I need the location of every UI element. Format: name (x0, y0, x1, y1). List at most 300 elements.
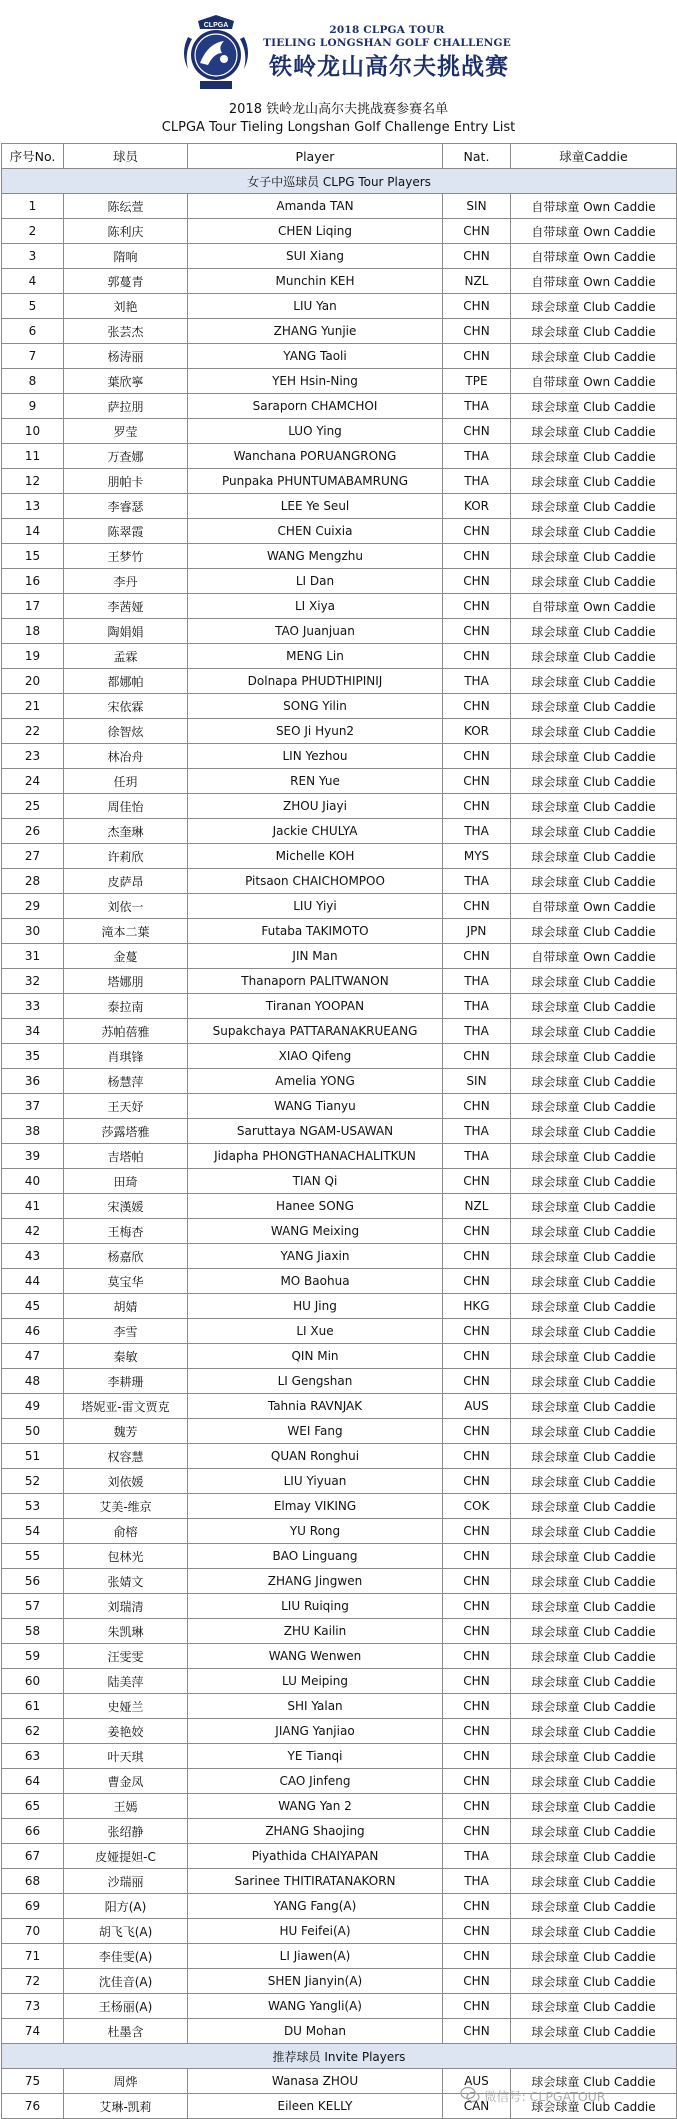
col-header-no: 序号No. (2, 144, 64, 169)
cell-player: JIANG Yanjiao (188, 1719, 443, 1744)
cell-player: WANG Meixing (188, 1219, 443, 1244)
table-row (2, 744, 677, 769)
cell-caddie: 球会球童 Club Caddie (511, 1869, 677, 1894)
cell-player-cn: 杰奎琳 (64, 819, 188, 844)
cell-player-cn: 陈利庆 (64, 219, 188, 244)
cell-player-cn: 徐智炫 (64, 719, 188, 744)
cell-player: SUI Xiang (188, 244, 443, 269)
tour-title (262, 24, 512, 50)
cell-caddie: 球会球童 Club Caddie (511, 1269, 677, 1294)
cell-nat: THA (443, 969, 511, 994)
table-row (2, 1319, 677, 1344)
cell-player-cn: 胡婧 (64, 1294, 188, 1319)
cell-no: 9 (2, 394, 64, 419)
cell-nat: CHN (443, 2019, 511, 2044)
cell-nat: CHN (443, 1819, 511, 1844)
cell-no: 60 (2, 1669, 64, 1694)
cell-player: Tiranan YOOPAN (188, 994, 443, 1019)
table-row (2, 1744, 677, 1769)
cell-player: WANG Yangli(A) (188, 1994, 443, 2019)
cell-no: 3 (2, 244, 64, 269)
cell-player-cn: 胡飞飞(A) (64, 1919, 188, 1944)
cell-player-cn: 皮娅提妲-C (64, 1844, 188, 1869)
cell-player: LI Dan (188, 569, 443, 594)
cell-no: 30 (2, 919, 64, 944)
col-header-nat: Nat. (443, 144, 511, 169)
cell-no: 8 (2, 369, 64, 394)
cell-player: ZHANG Jingwen (188, 1569, 443, 1594)
cell-no: 40 (2, 1169, 64, 1194)
table-row (2, 394, 677, 419)
table-row (2, 1519, 677, 1544)
cell-player-cn: 皮萨昂 (64, 869, 188, 894)
cell-player-cn: 王梅杏 (64, 1219, 188, 1244)
cell-player: JIN Man (188, 944, 443, 969)
cell-no: 33 (2, 994, 64, 1019)
cell-player: Amanda TAN (188, 194, 443, 219)
header (0, 0, 677, 96)
table-row (2, 1269, 677, 1294)
cell-caddie: 球会球童 Club Caddie (511, 1744, 677, 1769)
subtitle-en: CLPGA Tour Tieling Longshan Golf Challenge Entry List (161, 120, 516, 135)
table-row (2, 194, 677, 219)
cell-nat: CHN (443, 1319, 511, 1344)
cell-caddie: 球会球童 Club Caddie (511, 1194, 677, 1219)
table-row (2, 219, 677, 244)
table-row (2, 819, 677, 844)
cell-no: 64 (2, 1769, 64, 1794)
cell-caddie: 球会球童 Club Caddie (511, 1144, 677, 1169)
cell-player: Dolnapa PHUDTHIPINIJ (188, 669, 443, 694)
cell-player-cn: 李佳雯(A) (64, 1944, 188, 1969)
cell-caddie: 球会球童 Club Caddie (511, 869, 677, 894)
cell-nat: CHN (443, 1219, 511, 1244)
table-row (2, 1369, 677, 1394)
cell-player: XIAO Qifeng (188, 1044, 443, 1069)
cell-caddie: 球会球童 Club Caddie (511, 1919, 677, 1944)
cell-nat: SIN (443, 1069, 511, 1094)
cell-player: LI Jiawen(A) (188, 1944, 443, 1969)
cell-caddie: 球会球童 Club Caddie (511, 1594, 677, 1619)
table-row (2, 519, 677, 544)
table-row (2, 1869, 677, 1894)
cell-no: 20 (2, 669, 64, 694)
cell-caddie: 球会球童 Club Caddie (511, 1894, 677, 1919)
table-row (2, 1794, 677, 1819)
cell-no: 71 (2, 1944, 64, 1969)
cell-nat: THA (443, 994, 511, 1019)
cell-caddie: 球会球童 Club Caddie (511, 294, 677, 319)
cell-caddie: 球会球童 Club Caddie (511, 619, 677, 644)
col-header-caddie: 球童Caddie (511, 144, 677, 169)
cell-no: 18 (2, 619, 64, 644)
cell-player: Amelia YONG (188, 1069, 443, 1094)
cell-no: 65 (2, 1794, 64, 1819)
col-header-player-cn: 球员 (64, 144, 188, 169)
cell-no: 7 (2, 344, 64, 369)
cell-no: 25 (2, 794, 64, 819)
cell-player: Piyathida CHAIYAPAN (188, 1844, 443, 1869)
cell-caddie: 球会球童 Club Caddie (511, 669, 677, 694)
cell-player-cn: 李雪 (64, 1319, 188, 1344)
cell-nat: THA (443, 819, 511, 844)
cell-nat: CHN (443, 1719, 511, 1744)
cell-player-cn: 王天妤 (64, 1094, 188, 1119)
table-row (2, 269, 677, 294)
cell-no: 45 (2, 1294, 64, 1319)
cell-caddie: 球会球童 Club Caddie (511, 1094, 677, 1119)
cell-nat: CHN (443, 319, 511, 344)
cell-player: LI Gengshan (188, 1369, 443, 1394)
cell-player: YANG Jiaxin (188, 1244, 443, 1269)
cell-player: ZHOU Jiayi (188, 794, 443, 819)
cell-player: Pitsaon CHAICHOMPOO (188, 869, 443, 894)
cell-nat: NZL (443, 1194, 511, 1219)
cell-player-cn: 莫宝华 (64, 1269, 188, 1294)
cell-player-cn: 李丹 (64, 569, 188, 594)
cell-caddie: 自带球童 Own Caddie (511, 369, 677, 394)
cell-caddie: 球会球童 Club Caddie (511, 1794, 677, 1819)
cell-player: Jackie CHULYA (188, 819, 443, 844)
cell-nat: CHN (443, 1344, 511, 1369)
cell-nat: CHN (443, 1094, 511, 1119)
cell-player-cn: 隋响 (64, 244, 188, 269)
cell-no: 73 (2, 1994, 64, 2019)
watermark-text: 微信号: CLPGATOUR (484, 2089, 606, 2104)
cell-player: LIU Yiyuan (188, 1469, 443, 1494)
cell-nat: CHN (443, 1569, 511, 1594)
cell-caddie: 球会球童 Club Caddie (511, 1819, 677, 1844)
cell-no: 49 (2, 1394, 64, 1419)
table-row (2, 1994, 677, 2019)
cell-no: 56 (2, 1569, 64, 1594)
cell-player-cn: 朋帕卡 (64, 469, 188, 494)
cell-player: SONG Yilin (188, 694, 443, 719)
table-row (2, 719, 677, 744)
cell-no: 51 (2, 1444, 64, 1469)
cell-nat: CHN (443, 344, 511, 369)
cell-no: 61 (2, 1694, 64, 1719)
cell-caddie: 球会球童 Club Caddie (511, 1944, 677, 1969)
col-header-player: Player (188, 144, 443, 169)
cell-caddie: 球会球童 Club Caddie (511, 744, 677, 769)
cell-caddie: 球会球童 Club Caddie (511, 1694, 677, 1719)
cell-no: 17 (2, 594, 64, 619)
cell-nat: CHN (443, 1744, 511, 1769)
cell-player: WANG Yan 2 (188, 1794, 443, 1819)
cell-caddie: 球会球童 Club Caddie (511, 344, 677, 369)
cell-player-cn: 王杨丽(A) (64, 1994, 188, 2019)
cell-caddie: 球会球童 Club Caddie (511, 1994, 677, 2019)
cell-nat: CHN (443, 1794, 511, 1819)
cell-player-cn: 杨嘉欣 (64, 1244, 188, 1269)
cell-player-cn: 李耕珊 (64, 1369, 188, 1394)
cell-caddie: 球会球童 Club Caddie (511, 719, 677, 744)
cell-player-cn: 刘瑞清 (64, 1594, 188, 1619)
cell-nat: CHN (443, 1969, 511, 1994)
cell-caddie: 球会球童 Club Caddie (511, 569, 677, 594)
cell-player: Eileen KELLY (188, 2094, 443, 2119)
cell-player: LUO Ying (188, 419, 443, 444)
cell-nat: AUS (443, 1394, 511, 1419)
cell-player-cn: 张芸杰 (64, 319, 188, 344)
cell-caddie: 球会球童 Club Caddie (511, 1419, 677, 1444)
tour-title-line2: TIELING LONGSHAN GOLF CHALLENGE (263, 37, 511, 49)
cell-no: 74 (2, 2019, 64, 2044)
cell-caddie: 球会球童 Club Caddie (511, 1494, 677, 1519)
cell-nat: THA (443, 1119, 511, 1144)
cell-player: WANG Mengzhu (188, 544, 443, 569)
cell-player-cn: 宋漢媛 (64, 1194, 188, 1219)
table-row (2, 1194, 677, 1219)
cell-player-cn: 周烨 (64, 2069, 188, 2094)
cell-no: 14 (2, 519, 64, 544)
table-row (2, 644, 677, 669)
cell-player: QUAN Ronghui (188, 1444, 443, 1469)
cell-player-cn: 姜艳姣 (64, 1719, 188, 1744)
cell-no: 67 (2, 1844, 64, 1869)
cell-player: LI Xiya (188, 594, 443, 619)
table-row (2, 1644, 677, 1669)
cell-player: SEO Ji Hyun2 (188, 719, 443, 744)
cell-player-cn: 王梦竹 (64, 544, 188, 569)
cell-nat: SIN (443, 194, 511, 219)
cell-player-cn: 金蔓 (64, 944, 188, 969)
cell-nat: THA (443, 869, 511, 894)
cell-caddie: 球会球童 Club Caddie (511, 1469, 677, 1494)
cell-player-cn: 许莉欣 (64, 844, 188, 869)
table-row (2, 444, 677, 469)
cell-caddie: 球会球童 Club Caddie (511, 919, 677, 944)
cell-no: 16 (2, 569, 64, 594)
cell-player-cn: 塔娜朋 (64, 969, 188, 994)
table-row (2, 669, 677, 694)
table-row (2, 344, 677, 369)
cell-no: 29 (2, 894, 64, 919)
cell-player-cn: 张婧文 (64, 1569, 188, 1594)
cell-caddie: 自带球童 Own Caddie (511, 894, 677, 919)
table-row (2, 594, 677, 619)
cell-player: Hanee SONG (188, 1194, 443, 1219)
section-title: 女子中巡球员 CLPG Tour Players (2, 169, 677, 194)
cell-nat: CHN (443, 1419, 511, 1444)
wechat-icon (460, 2086, 480, 2104)
table-row (2, 1344, 677, 1369)
cell-nat: THA (443, 469, 511, 494)
cell-nat: JPN (443, 919, 511, 944)
cell-player: MENG Lin (188, 644, 443, 669)
cell-player: ZHANG Yunjie (188, 319, 443, 344)
cell-no: 1 (2, 194, 64, 219)
watermark (460, 2084, 670, 2108)
cell-no: 42 (2, 1219, 64, 1244)
cell-player-cn: 艾美-维京 (64, 1494, 188, 1519)
cell-player: BAO Linguang (188, 1544, 443, 1569)
cell-caddie: 球会球童 Club Caddie (511, 1644, 677, 1669)
cell-nat: CHN (443, 1994, 511, 2019)
table-row (2, 994, 677, 1019)
cell-caddie: 球会球童 Club Caddie (511, 1169, 677, 1194)
cell-player-cn: 权容慧 (64, 1444, 188, 1469)
table-row (2, 544, 677, 569)
cell-nat: CHN (443, 1769, 511, 1794)
cell-player-cn: 杨涛丽 (64, 344, 188, 369)
cell-player: YE Tianqi (188, 1744, 443, 1769)
cell-nat: CHN (443, 1444, 511, 1469)
cell-caddie: 球会球童 Club Caddie (511, 1519, 677, 1544)
cell-player: ZHU Kailin (188, 1619, 443, 1644)
entry-list-table (1, 143, 677, 2119)
cell-nat: CHN (443, 1269, 511, 1294)
table-row (2, 1044, 677, 1069)
cell-nat: CHN (443, 1669, 511, 1694)
cell-caddie: 球会球童 Club Caddie (511, 1969, 677, 1994)
cell-player-cn: 刘依媛 (64, 1469, 188, 1494)
cell-no: 52 (2, 1469, 64, 1494)
cell-caddie: 球会球童 Club Caddie (511, 1319, 677, 1344)
cell-player-cn: 陈翠霞 (64, 519, 188, 544)
cell-player-cn: 张绍静 (64, 1819, 188, 1844)
cell-nat: CHN (443, 244, 511, 269)
cell-no: 38 (2, 1119, 64, 1144)
table-row (2, 1219, 677, 1244)
cell-no: 19 (2, 644, 64, 669)
cell-player: REN Yue (188, 769, 443, 794)
cell-caddie: 球会球童 Club Caddie (511, 1544, 677, 1569)
cell-caddie: 球会球童 Club Caddie (511, 1844, 677, 1869)
cell-caddie: 自带球童 Own Caddie (511, 269, 677, 294)
cell-no: 66 (2, 1819, 64, 1844)
cell-no: 34 (2, 1019, 64, 1044)
cell-player-cn: 肖琪锋 (64, 1044, 188, 1069)
cell-player-cn: 塔妮亚-雷文贾克 (64, 1394, 188, 1419)
cell-nat: KOR (443, 494, 511, 519)
cell-nat: THA (443, 394, 511, 419)
cell-nat: THA (443, 1844, 511, 1869)
cell-player-cn: 阳方(A) (64, 1894, 188, 1919)
cell-player: HU Jing (188, 1294, 443, 1319)
cell-caddie: 球会球童 Club Caddie (511, 419, 677, 444)
cell-caddie: 自带球童 Own Caddie (511, 944, 677, 969)
cell-caddie: 球会球童 Club Caddie (511, 519, 677, 544)
cell-player-cn: 田琦 (64, 1169, 188, 1194)
cell-player-cn: 萨拉朋 (64, 394, 188, 419)
cell-player-cn: 包林光 (64, 1544, 188, 1569)
cell-caddie: 球会球童 Club Caddie (511, 1044, 677, 1069)
cell-caddie: 自带球童 Own Caddie (511, 594, 677, 619)
cell-player-cn: 郭蔓青 (64, 269, 188, 294)
table-row (2, 469, 677, 494)
cell-caddie: 球会球童 Club Caddie (511, 1619, 677, 1644)
cell-player: LEE Ye Seul (188, 494, 443, 519)
cell-no: 68 (2, 1869, 64, 1894)
cell-caddie: 球会球童 Club Caddie (511, 1219, 677, 1244)
cell-player-cn: 魏芳 (64, 1419, 188, 1444)
section-title: 推荐球员 Invite Players (2, 2044, 677, 2069)
cell-player: Sarinee THITIRATANAKORN (188, 1869, 443, 1894)
cell-nat: CHN (443, 1644, 511, 1669)
cell-caddie: 球会球童 Club Caddie (511, 1369, 677, 1394)
cell-player-cn: 汪雯雯 (64, 1644, 188, 1669)
cell-player: TAO Juanjuan (188, 619, 443, 644)
cell-caddie: 球会球童 Club Caddie (511, 544, 677, 569)
cell-nat: CHN (443, 544, 511, 569)
cell-caddie: 球会球童 Club Caddie (511, 1444, 677, 1469)
cell-no: 4 (2, 269, 64, 294)
table-row (2, 1144, 677, 1169)
cell-nat: THA (443, 1019, 511, 1044)
cell-caddie: 自带球童 Own Caddie (511, 244, 677, 269)
cell-player-cn: 朱凯琳 (64, 1619, 188, 1644)
cell-player: LU Meiping (188, 1669, 443, 1694)
cell-no: 6 (2, 319, 64, 344)
cell-nat: CHN (443, 1544, 511, 1569)
cell-caddie: 球会球童 Club Caddie (511, 394, 677, 419)
cell-player-cn: 吉塔帕 (64, 1144, 188, 1169)
cell-caddie: 球会球童 Club Caddie (511, 1344, 677, 1369)
cell-no: 2 (2, 219, 64, 244)
table-row (2, 619, 677, 644)
cell-nat: AUS (443, 2069, 511, 2094)
cell-player-cn: 孟霖 (64, 644, 188, 669)
cell-caddie: 球会球童 Club Caddie (511, 1019, 677, 1044)
cell-caddie: 自带球童 Own Caddie (511, 194, 677, 219)
cell-nat: CHN (443, 294, 511, 319)
cell-nat: CHN (443, 894, 511, 919)
table-row (2, 1169, 677, 1194)
cell-nat: THA (443, 669, 511, 694)
cell-player-cn: 刘依一 (64, 894, 188, 919)
cell-player: SHEN Jianyin(A) (188, 1969, 443, 1994)
cell-player: Saraporn CHAMCHOI (188, 394, 443, 419)
cell-caddie: 球会球童 Club Caddie (511, 2019, 677, 2044)
table-row (2, 494, 677, 519)
cell-nat: CHN (443, 1594, 511, 1619)
cell-player: WEI Fang (188, 1419, 443, 1444)
cell-caddie: 球会球童 Club Caddie (511, 2094, 677, 2119)
cell-player-cn: 秦敏 (64, 1344, 188, 1369)
cell-player-cn: 陆美萍 (64, 1669, 188, 1694)
cell-no: 26 (2, 819, 64, 844)
table-row (2, 1944, 677, 1969)
cell-caddie: 球会球童 Club Caddie (511, 1069, 677, 1094)
section-header-row (2, 2044, 677, 2069)
tour-title-cn: 铁岭龙山高尔夫挑战赛 (269, 54, 509, 80)
cell-no: 10 (2, 419, 64, 444)
table-row (2, 1119, 677, 1144)
cell-player: CHEN Liqing (188, 219, 443, 244)
cell-no: 37 (2, 1094, 64, 1119)
cell-nat: CHN (443, 594, 511, 619)
cell-no: 13 (2, 494, 64, 519)
cell-no: 55 (2, 1544, 64, 1569)
cell-nat: COK (443, 1494, 511, 1519)
cell-player: ZHANG Shaojing (188, 1819, 443, 1844)
cell-player: LIU Yiyi (188, 894, 443, 919)
table-row (2, 1094, 677, 1119)
table-row (2, 794, 677, 819)
cell-player: MO Baohua (188, 1269, 443, 1294)
cell-caddie: 球会球童 Club Caddie (511, 1294, 677, 1319)
cell-caddie: 球会球童 Club Caddie (511, 444, 677, 469)
cell-player: YANG Fang(A) (188, 1894, 443, 1919)
cell-player-cn: 李茜娅 (64, 594, 188, 619)
table-row (2, 2019, 677, 2044)
table-row (2, 1769, 677, 1794)
cell-player-cn: 苏帕蓓雅 (64, 1019, 188, 1044)
cell-nat: CHN (443, 769, 511, 794)
table-row (2, 1669, 677, 1694)
